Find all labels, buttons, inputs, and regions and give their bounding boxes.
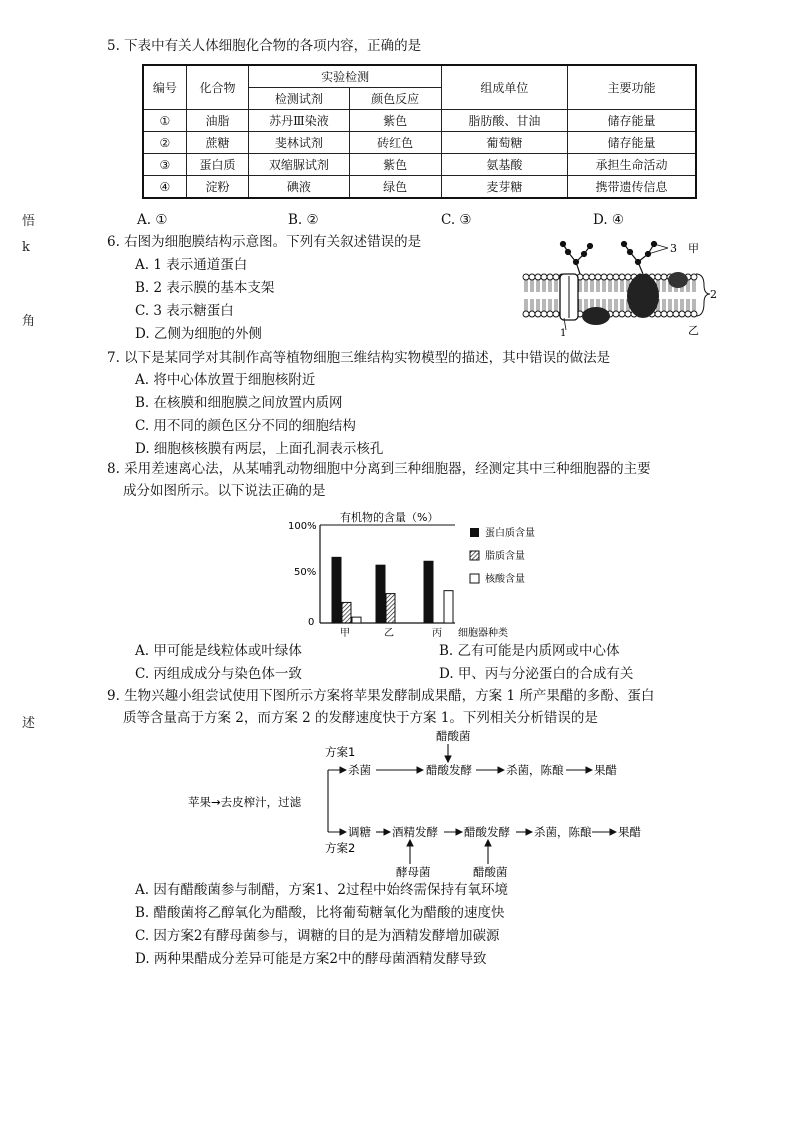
- legend-nucleic: 核酸含量: [485, 574, 525, 585]
- chart-title: 有机物的含量（%）: [340, 511, 439, 524]
- x-tick-label: 丙: [432, 628, 442, 639]
- table-row: [143, 110, 696, 132]
- table-cell: 储存能量: [567, 110, 696, 132]
- phospholipid-head: [583, 274, 589, 280]
- q9-flow-diagram: [188, 728, 668, 878]
- membrane-protein: [582, 307, 610, 325]
- q8-stem-line1: 8. 采用差速离心法，从某哺乳动物细胞中分离到三种细胞器，经测定其中三种细胞器的主要: [107, 461, 651, 477]
- phospholipid-head: [619, 274, 625, 280]
- table-row: [143, 132, 696, 154]
- q9-option-a[interactable]: A. 因有醋酸菌参与制醋，方案1、2过程中始终需保持有氧环境: [135, 882, 509, 898]
- table-cell: ④: [143, 176, 186, 199]
- phospholipid-head: [661, 274, 667, 280]
- table-cell: 麦芽糖: [441, 176, 567, 199]
- q5-stem: 5. 下表中有关人体细胞化合物的各项内容，正确的是: [107, 38, 422, 54]
- phospholipid-head: [601, 274, 607, 280]
- phospholipid-head: [523, 311, 529, 317]
- membrane-protein: [668, 272, 688, 288]
- table-cell: 氨基酸: [441, 154, 567, 176]
- phospholipid-head: [667, 311, 673, 317]
- flow-p2-acetic-label: 醋酸菌: [473, 865, 508, 878]
- q8-stem-line2: 成分如图所示。以下说法正确的是: [123, 483, 326, 499]
- phospholipid-head: [589, 274, 595, 280]
- legend-lipid: 脂质含量: [485, 551, 525, 562]
- flow-p2-step: 杀菌，陈酿: [534, 825, 592, 839]
- phospholipid-head: [595, 274, 601, 280]
- q8-option-b[interactable]: B. 乙有可能是内质网或中心体: [439, 643, 620, 659]
- side-mark: 角: [22, 314, 36, 329]
- q5-option-c[interactable]: C. ③: [441, 212, 472, 228]
- phospholipid-head: [553, 311, 559, 317]
- table-cell: 蛋白质: [186, 154, 249, 176]
- y-tick-label: 100%: [288, 521, 317, 532]
- phospholipid-head: [607, 274, 613, 280]
- table-cell: ②: [143, 132, 186, 154]
- q7-option-c[interactable]: C. 用不同的颜色区分不同的细胞结构: [135, 418, 356, 434]
- q8-bar-chart: [280, 505, 580, 640]
- table-cell: 紫色: [349, 110, 441, 132]
- q5-table: [142, 64, 697, 199]
- q7-option-b[interactable]: B. 在核膜和细胞膜之间放置内质网: [135, 395, 343, 411]
- phospholipid-head: [655, 274, 661, 280]
- table-cell: 砖红色: [349, 132, 441, 154]
- phospholipid-head: [679, 311, 685, 317]
- th-number: 编号: [143, 65, 186, 110]
- glycoprotein-chains: [561, 242, 657, 275]
- q7-option-d[interactable]: D. 细胞核核膜有两层，上面孔洞表示核孔: [135, 441, 384, 457]
- th-compound: 化合物: [186, 65, 249, 110]
- bar-丙-0: [424, 561, 433, 623]
- th-color: 颜色反应: [349, 88, 441, 110]
- flow-p2-step: 酒精发酵: [392, 825, 438, 839]
- q6-option-a[interactable]: A. 1 表示通道蛋白: [135, 257, 248, 273]
- q7-option-a[interactable]: A. 将中心体放置于细胞核附近: [135, 372, 316, 388]
- phospholipid-head: [535, 274, 541, 280]
- membrane-protein: [627, 274, 659, 318]
- phospholipid-head: [553, 274, 559, 280]
- table-row: [143, 176, 696, 199]
- q8-option-c[interactable]: C. 丙组成成分与染色体一致: [135, 666, 302, 682]
- phospholipid-head: [547, 311, 553, 317]
- phospholipid-head: [625, 311, 631, 317]
- flow-start: 苹果→去皮榨汁，过滤: [188, 795, 302, 809]
- table-cell: 碘液: [249, 176, 349, 199]
- phospholipid-head: [535, 311, 541, 317]
- flow-p2-yeast-label: 酵母菌: [396, 865, 431, 878]
- x-tick-label: 甲: [340, 628, 350, 639]
- phospholipid-head: [613, 274, 619, 280]
- label-jia: 甲: [688, 242, 699, 255]
- flow-p2-step: 醋酸发酵: [464, 825, 510, 839]
- q6-stem: 6. 右图为细胞膜结构示意图。下列有关叙述错误的是: [107, 234, 422, 250]
- flow-p1-step: 果醋: [594, 763, 617, 777]
- table-cell: 斐林试剂: [249, 132, 349, 154]
- q5-option-b[interactable]: B. ②: [288, 212, 319, 228]
- flow-p1-step: 杀菌，陈酿: [506, 763, 564, 777]
- th-reagent: 检测试剂: [249, 88, 349, 110]
- y-tick-label: 0: [308, 617, 315, 628]
- flow-p2-step: 调糖: [348, 825, 371, 839]
- label-2: 2: [710, 288, 717, 301]
- legend-protein: 蛋白质含量: [485, 528, 535, 539]
- bar-甲-0: [332, 557, 341, 623]
- table-cell: 绿色: [349, 176, 441, 199]
- table-cell: 携带遗传信息: [567, 176, 696, 199]
- label-1: 1: [560, 328, 567, 339]
- side-mark: 悟: [22, 214, 36, 229]
- q9-option-c[interactable]: C. 因方案2有酵母菌参与，调糖的目的是为酒精发酵增加碳源: [135, 928, 500, 944]
- table-cell: 蔗糖: [186, 132, 249, 154]
- table-cell: 紫色: [349, 154, 441, 176]
- q9-stem-line2: 质等含量高于方案 2，而方案 2 的发酵速度快于方案 1。下列相关分析错误的是: [123, 710, 598, 726]
- q6-option-b[interactable]: B. 2 表示膜的基本支架: [135, 280, 275, 296]
- q9-stem-line1: 9. 生物兴趣小组尝试使用下图所示方案将苹果发酵制成果醋，方案 1 所产果醋的多酚、蛋白: [107, 688, 655, 704]
- flow-p1-step: 醋酸发酵: [426, 763, 472, 777]
- phospholipid-head: [523, 274, 529, 280]
- flow-p1-step: 杀菌: [348, 763, 371, 777]
- table-cell: 承担生命活动: [567, 154, 696, 176]
- table-cell: 油脂: [186, 110, 249, 132]
- flow-p2-step: 果醋: [618, 825, 641, 839]
- table-cell: 苏丹Ⅲ染液: [249, 110, 349, 132]
- legend-swatch-lipid: [470, 551, 479, 560]
- q5-option-a[interactable]: A. ①: [137, 212, 168, 228]
- phospholipid-head: [619, 311, 625, 317]
- legend-swatch-nucleic: [470, 574, 479, 583]
- q8-option-d[interactable]: D. 甲、丙与分泌蛋白的合成有关: [439, 666, 634, 682]
- phospholipid-head: [529, 311, 535, 317]
- table-cell: 储存能量: [567, 132, 696, 154]
- label-3: 3: [670, 242, 677, 255]
- flow-plan2-label: 方案2: [325, 841, 356, 855]
- phospholipid-head: [655, 311, 661, 317]
- bar-甲-1: [342, 602, 351, 623]
- phospholipid-head: [661, 311, 667, 317]
- side-mark: k: [22, 240, 30, 255]
- table-cell: 葡萄糖: [441, 132, 567, 154]
- phospholipid-head: [691, 274, 697, 280]
- table-row: [143, 154, 696, 176]
- x-tick-label: 乙: [384, 628, 394, 639]
- y-tick-label: 50%: [294, 567, 317, 578]
- q9-option-d[interactable]: D. 两种果醋成分差异可能是方案2中的酵母菌酒精发酵导致: [135, 951, 487, 967]
- flow-plan1-label: 方案1: [325, 745, 356, 759]
- table-cell: ①: [143, 110, 186, 132]
- q5-option-d[interactable]: D. ④: [593, 212, 625, 228]
- bar-甲-2: [352, 617, 361, 623]
- flow-p1-acetic-label: 醋酸菌: [436, 729, 471, 743]
- th-experiment: 实验检测: [249, 65, 442, 88]
- q8-option-a[interactable]: A. 甲可能是线粒体或叶绿体: [135, 643, 302, 659]
- side-mark: 述: [22, 716, 36, 731]
- q9-option-b[interactable]: B. 醋酸菌将乙醇氧化为醋酸，比将葡萄糖氧化为醋酸的速度快: [135, 905, 505, 921]
- th-unit: 组成单位: [441, 65, 567, 110]
- legend-swatch-protein: [470, 528, 479, 537]
- cell-membrane-diagram: [518, 230, 718, 340]
- th-function: 主要功能: [567, 65, 696, 110]
- x-axis-label: 细胞器种类: [458, 628, 508, 639]
- phospholipid-head: [673, 311, 679, 317]
- q6-option-d[interactable]: D. 乙侧为细胞的外侧: [135, 326, 262, 342]
- phospholipid-head: [625, 274, 631, 280]
- phospholipid-head: [529, 274, 535, 280]
- label-yi: 乙: [688, 324, 699, 337]
- bar-丙-2: [444, 591, 453, 623]
- phospholipid-head: [685, 311, 691, 317]
- table-cell: ③: [143, 154, 186, 176]
- q7-stem: 7. 以下是某同学对其制作高等植物细胞三维结构实物模型的描述，其中错误的做法是: [107, 350, 611, 366]
- bar-乙-1: [386, 594, 395, 623]
- phospholipid-head: [541, 274, 547, 280]
- phospholipid-head: [547, 274, 553, 280]
- table-cell: 淀粉: [186, 176, 249, 199]
- table-cell: 双缩脲试剂: [249, 154, 349, 176]
- q6-option-c[interactable]: C. 3 表示糖蛋白: [135, 303, 234, 319]
- bar-乙-0: [376, 565, 385, 623]
- table-cell: 脂肪酸、甘油: [441, 110, 567, 132]
- phospholipid-head: [613, 311, 619, 317]
- phospholipid-head: [541, 311, 547, 317]
